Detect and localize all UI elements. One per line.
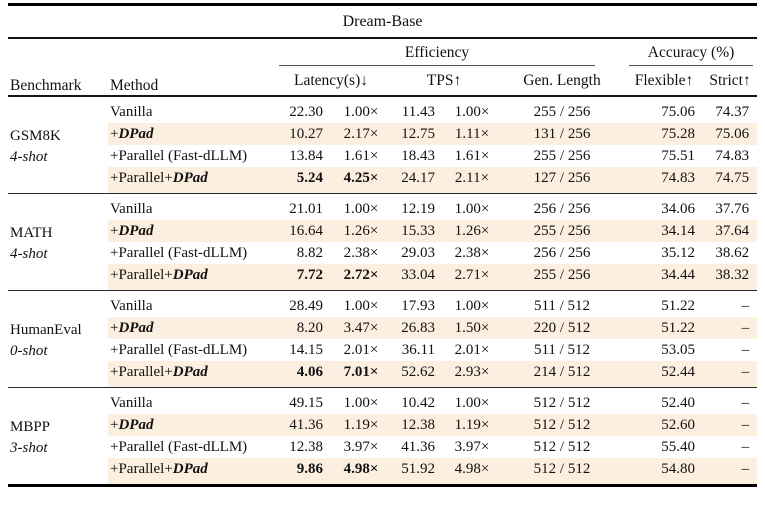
latency-cell: 7.72 [273, 264, 333, 291]
gen-length-cell: 255 / 256 [533, 147, 591, 164]
tps-speedup-cell: 1.00× [454, 297, 490, 314]
gen-length-cell: 512 / 512 [499, 458, 625, 486]
strict-cell: 74.75 [703, 167, 757, 194]
strict-cell: – [741, 297, 750, 314]
table-row [8, 414, 757, 436]
tps-speedup-cell: 1.00× [454, 200, 490, 217]
tps-speedup-cell: 4.98× [445, 458, 499, 486]
tps-speedup-cell: 2.01× [454, 341, 490, 358]
gen-length-cell: 127 / 256 [499, 167, 625, 194]
latency-speedup-cell: 1.00× [343, 200, 379, 217]
latency-cell: 28.49 [289, 297, 323, 314]
tps-cell: 17.93 [401, 297, 435, 314]
benchmark-cell [8, 194, 108, 291]
strict-cell: 37.76 [715, 200, 750, 217]
table-row [8, 220, 757, 242]
table-row [8, 339, 757, 361]
method-cell: +Parallel (Fast-dLLM) [110, 438, 248, 455]
flexible-cell: 52.44 [625, 361, 703, 388]
latency-speedup-cell: 2.17× [333, 123, 389, 145]
gen-length-cell: 214 / 512 [499, 361, 625, 388]
strict-cell: – [703, 317, 757, 339]
method-cell: Vanilla [110, 297, 153, 314]
latency-cell: 5.24 [273, 167, 333, 194]
dpad-label: DPad [172, 169, 208, 186]
tps-cell: 12.19 [401, 200, 435, 217]
strict-cell: 38.62 [715, 244, 750, 261]
latency-speedup-cell: 1.00× [343, 297, 379, 314]
col-header-method: Method [110, 77, 159, 94]
efficiency-label: Efficiency [404, 44, 470, 61]
benchmark-cell [8, 388, 108, 486]
method-cell: +DPad [108, 220, 273, 242]
tps-speedup-cell: 1.11× [445, 123, 499, 145]
latency-cell: 49.15 [289, 394, 323, 411]
gen-length-cell: 255 / 256 [499, 220, 625, 242]
strict-cell: – [703, 361, 757, 388]
tps-cell: 41.36 [401, 438, 435, 455]
latency-cell: 8.20 [273, 317, 333, 339]
tps-cell: 29.03 [401, 244, 435, 261]
benchmark-cell [8, 291, 108, 388]
method-cell: Vanilla [110, 200, 153, 217]
tps-speedup-cell: 2.38× [454, 244, 490, 261]
benchmark-shots: 4-shot [10, 246, 48, 262]
table-header [8, 5, 757, 97]
tps-cell: 36.11 [401, 341, 435, 358]
latency-speedup-cell: 1.00× [343, 394, 379, 411]
table-row [8, 96, 757, 123]
latency-speedup-cell: 1.26× [333, 220, 389, 242]
table-row [8, 123, 757, 145]
strict-cell: – [741, 438, 750, 455]
benchmark-name: HumanEval [10, 322, 82, 338]
flexible-cell: 53.05 [661, 341, 695, 358]
method-cell: +DPad [108, 414, 273, 436]
gen-length-cell: 512 / 512 [499, 414, 625, 436]
gen-length-cell: 512 / 512 [533, 438, 591, 455]
method-cell: +Parallel (Fast-dLLM) [110, 341, 248, 358]
benchmark-name: GSM8K [10, 128, 61, 144]
latency-speedup-cell: 3.97× [343, 438, 379, 455]
gen-length-cell: 131 / 256 [499, 123, 625, 145]
latency-speedup-cell: 7.01× [333, 361, 389, 388]
flexible-cell: 75.28 [625, 123, 703, 145]
flexible-cell: 52.40 [661, 394, 695, 411]
gen-length-cell: 512 / 512 [533, 394, 591, 411]
method-cell: +Parallel+DPad [108, 264, 273, 291]
dpad-label: DPad [172, 460, 208, 477]
benchmark-shots: 0-shot [10, 343, 48, 359]
table-row [8, 317, 757, 339]
tps-cell: 11.43 [401, 103, 435, 120]
tps-cell: 15.33 [389, 220, 445, 242]
flexible-cell: 52.60 [625, 414, 703, 436]
gen-length-cell: 255 / 256 [499, 264, 625, 291]
gen-length-cell: 256 / 256 [533, 200, 591, 217]
dpad-label: DPad [172, 266, 208, 283]
latency-speedup-cell: 1.00× [343, 103, 379, 120]
flexible-cell: 75.51 [661, 147, 695, 164]
tps-cell: 33.04 [389, 264, 445, 291]
latency-cell: 41.36 [273, 414, 333, 436]
strict-cell: – [741, 394, 750, 411]
latency-cell: 16.64 [273, 220, 333, 242]
table-row [8, 458, 757, 486]
benchmark-block [8, 194, 757, 291]
strict-cell: 74.83 [715, 147, 750, 164]
col-group-accuracy [625, 38, 757, 66]
col-header-tps: TPS↑ [426, 71, 462, 89]
flexible-cell: 54.80 [625, 458, 703, 486]
method-cell: +Parallel (Fast-dLLM) [110, 244, 248, 261]
benchmark-block [8, 291, 757, 388]
tps-cell: 10.42 [401, 394, 435, 411]
latency-speedup-cell: 3.47× [333, 317, 389, 339]
latency-speedup-cell: 4.25× [333, 167, 389, 194]
strict-cell: 37.64 [703, 220, 757, 242]
benchmark-cell [8, 96, 108, 194]
tps-cell: 24.17 [389, 167, 445, 194]
table-row [8, 361, 757, 388]
tps-speedup-cell: 2.71× [445, 264, 499, 291]
method-cell: +DPad [108, 123, 273, 145]
benchmark-shots: 3-shot [10, 440, 48, 456]
gen-length-cell: 511 / 512 [533, 297, 591, 314]
gen-length-cell: 256 / 256 [533, 244, 591, 261]
latency-speedup-cell: 1.19× [333, 414, 389, 436]
col-header-latency: Latency(s)↓ [293, 71, 369, 89]
table-row [8, 194, 757, 221]
tps-cell: 12.38 [389, 414, 445, 436]
dpad-label: DPad [172, 363, 208, 380]
tps-speedup-cell: 1.61× [454, 147, 490, 164]
flexible-cell: 34.14 [625, 220, 703, 242]
strict-cell: 75.06 [703, 123, 757, 145]
flexible-cell: 51.22 [625, 317, 703, 339]
tps-speedup-cell: 1.19× [445, 414, 499, 436]
table-row [8, 436, 757, 458]
latency-cell: 14.15 [289, 341, 323, 358]
latency-cell: 21.01 [289, 200, 323, 217]
strict-cell: – [703, 458, 757, 486]
benchmark-name: MBPP [10, 419, 51, 435]
flexible-cell: 35.12 [661, 244, 695, 261]
results-table [8, 3, 757, 487]
strict-cell: – [741, 341, 750, 358]
flexible-cell: 51.22 [661, 297, 695, 314]
latency-cell: 13.84 [289, 147, 323, 164]
benchmark-block [8, 96, 757, 194]
col-header-strict: Strict↑ [709, 71, 751, 89]
table-row [8, 242, 757, 264]
dpad-label: DPad [118, 416, 154, 433]
latency-speedup-cell: 4.98× [333, 458, 389, 486]
flexible-cell: 34.44 [625, 264, 703, 291]
gen-length-cell: 255 / 256 [533, 103, 591, 120]
tps-cell: 26.83 [389, 317, 445, 339]
header-group-row [8, 38, 757, 66]
method-cell: +Parallel+DPad [108, 458, 273, 486]
table-title: Dream-Base [8, 5, 757, 39]
tps-speedup-cell: 1.00× [454, 103, 490, 120]
table-row [8, 291, 757, 318]
method-cell: +DPad [108, 317, 273, 339]
flexible-cell: 55.40 [661, 438, 695, 455]
flexible-cell: 75.06 [661, 103, 695, 120]
latency-speedup-cell: 2.01× [343, 341, 379, 358]
latency-cell: 9.86 [273, 458, 333, 486]
table-title-row [8, 5, 757, 39]
method-cell: Vanilla [110, 103, 153, 120]
strict-cell: 38.32 [703, 264, 757, 291]
strict-cell: – [703, 414, 757, 436]
method-cell: +Parallel+DPad [108, 167, 273, 194]
method-cell: +Parallel (Fast-dLLM) [110, 147, 248, 164]
method-cell: Vanilla [110, 394, 153, 411]
tps-speedup-cell: 2.11× [445, 167, 499, 194]
latency-cell: 8.82 [296, 244, 323, 261]
table-row [8, 264, 757, 291]
tps-cell: 51.92 [389, 458, 445, 486]
col-header-gen-length: Gen. Length [523, 71, 601, 89]
dpad-label: DPad [118, 319, 154, 336]
col-header-flexible: Flexible↑ [634, 71, 694, 89]
col-header-benchmark: Benchmark [10, 77, 82, 94]
method-cell: +Parallel+DPad [108, 361, 273, 388]
benchmark-name: MATH [10, 225, 53, 241]
accuracy-label: Accuracy (%) [647, 44, 735, 61]
strict-cell: 74.37 [715, 103, 750, 120]
tps-speedup-cell: 1.26× [445, 220, 499, 242]
dpad-label: DPad [118, 222, 154, 239]
table-row [8, 145, 757, 167]
table-row [8, 388, 757, 415]
latency-speedup-cell: 2.38× [343, 244, 379, 261]
tps-speedup-cell: 1.50× [445, 317, 499, 339]
tps-speedup-cell: 3.97× [454, 438, 490, 455]
latency-cell: 10.27 [273, 123, 333, 145]
benchmark-block [8, 388, 757, 486]
flexible-cell: 34.06 [661, 200, 695, 217]
latency-speedup-cell: 2.72× [333, 264, 389, 291]
latency-cell: 12.38 [289, 438, 323, 455]
benchmark-shots: 4-shot [10, 149, 48, 165]
latency-speedup-cell: 1.61× [343, 147, 379, 164]
tps-cell: 12.75 [389, 123, 445, 145]
tps-speedup-cell: 1.00× [454, 394, 490, 411]
latency-cell: 4.06 [273, 361, 333, 388]
gen-length-cell: 220 / 512 [499, 317, 625, 339]
tps-cell: 18.43 [401, 147, 435, 164]
tps-speedup-cell: 2.93× [445, 361, 499, 388]
latency-cell: 22.30 [289, 103, 323, 120]
dpad-label: DPad [118, 125, 154, 142]
flexible-cell: 74.83 [625, 167, 703, 194]
col-group-efficiency [273, 38, 625, 66]
tps-cell: 52.62 [389, 361, 445, 388]
gen-length-cell: 511 / 512 [533, 341, 591, 358]
table-row [8, 167, 757, 194]
